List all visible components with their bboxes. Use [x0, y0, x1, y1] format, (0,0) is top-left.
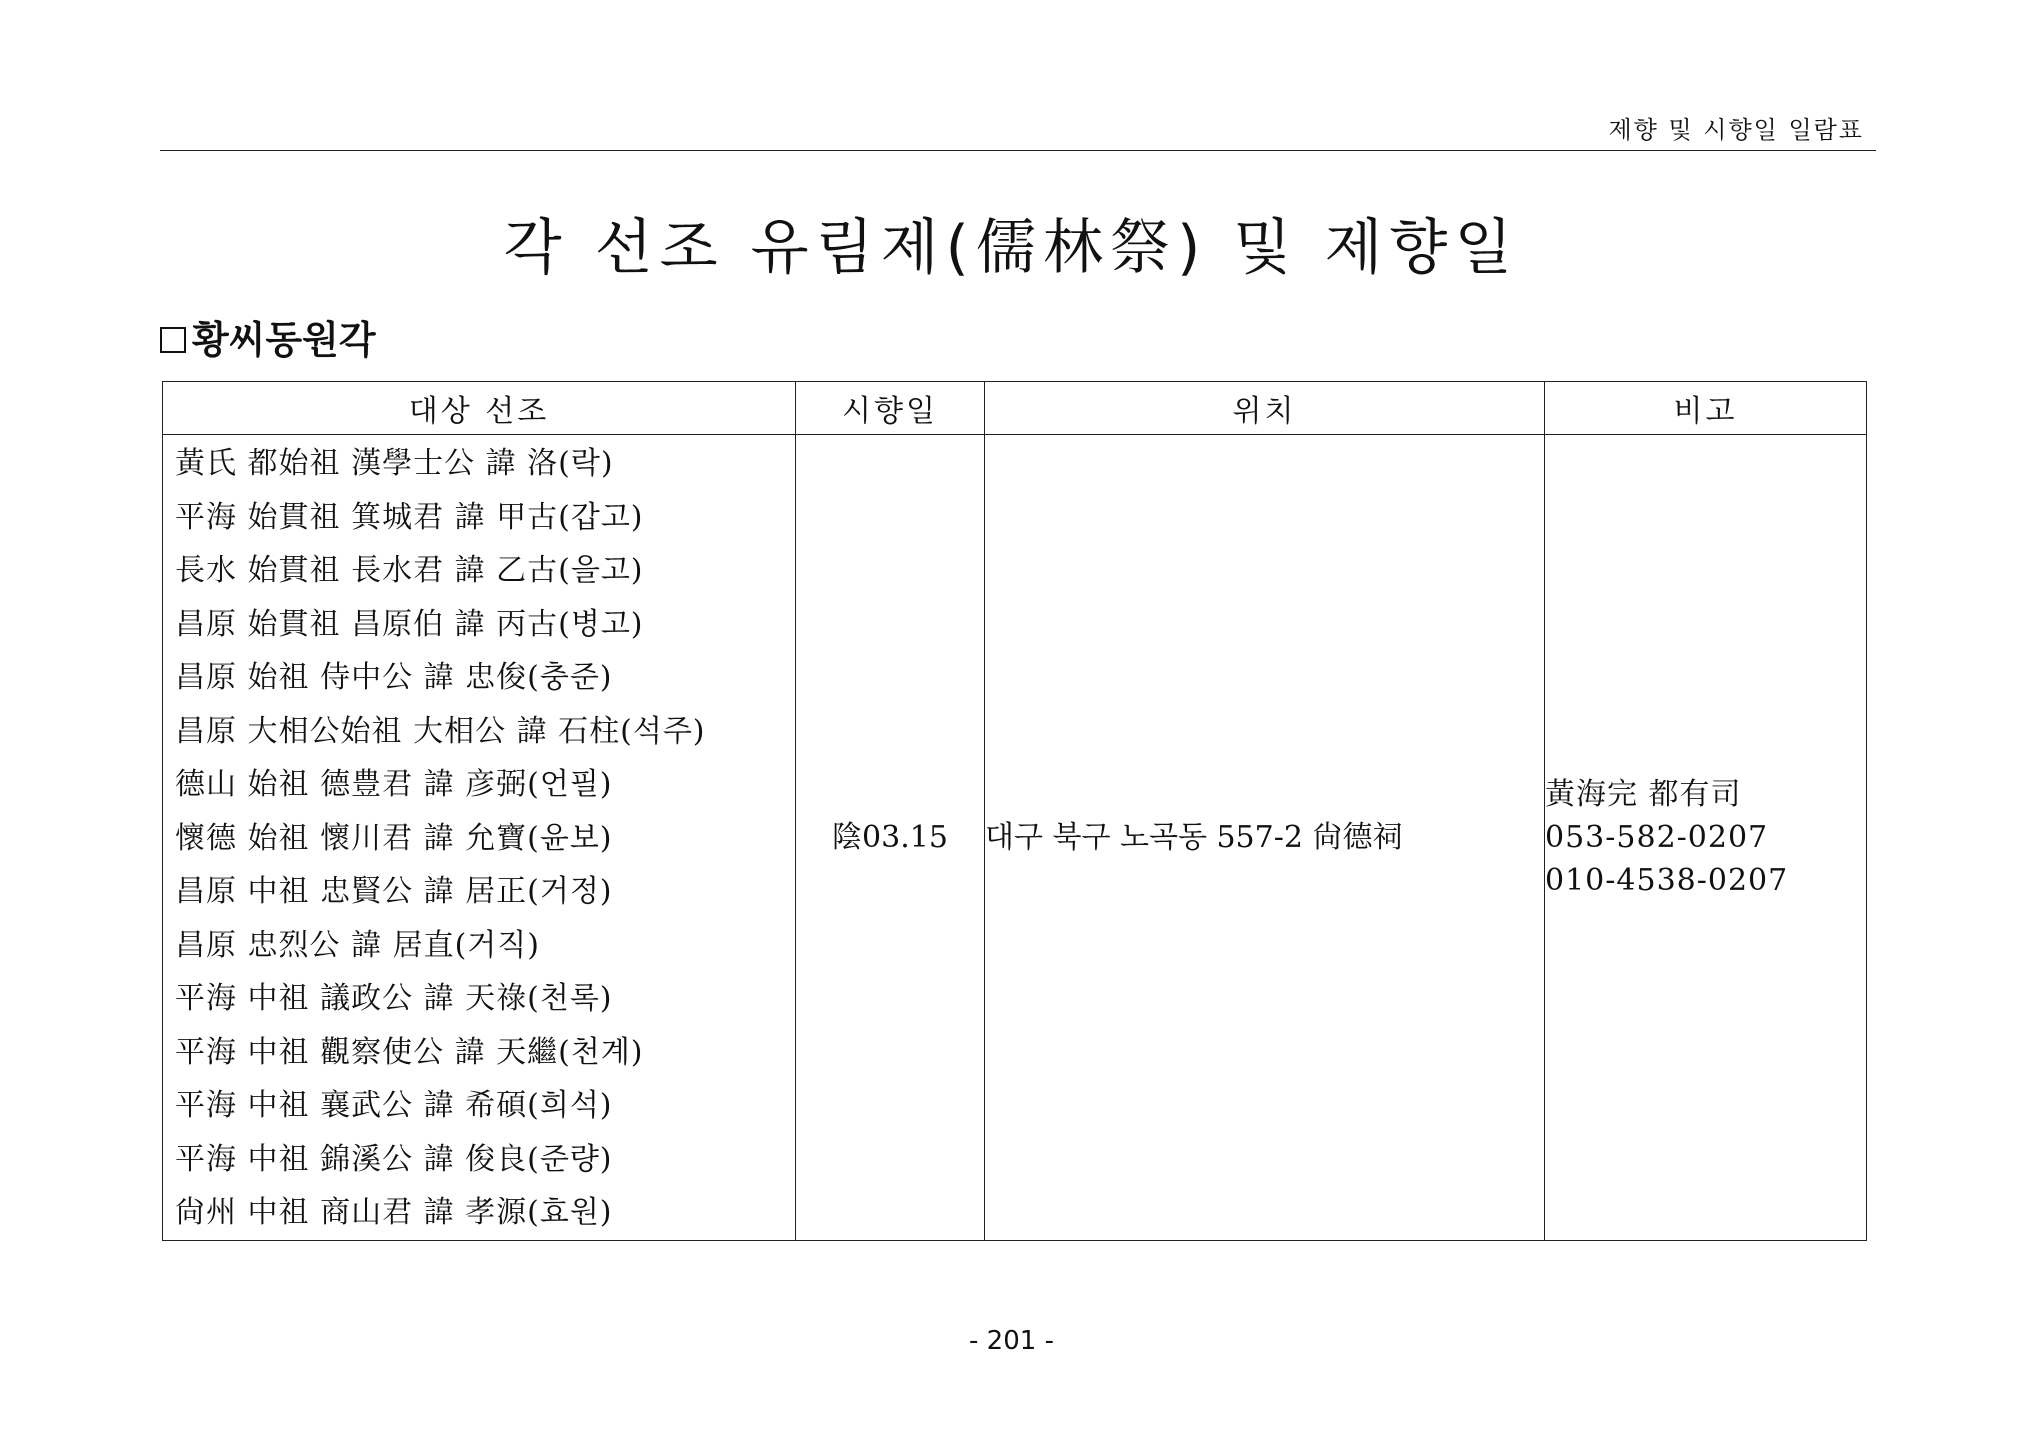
section-heading [160, 314, 376, 366]
memorial-date-cell: 陰03.15 [796, 435, 985, 1241]
ancestor-item: 平海 中祖 襄武公 諱 希碩(희석) [175, 1088, 613, 1123]
page-number: - 201 - [969, 1326, 1054, 1356]
ancestor-item: 長水 始貫祖 長水君 諱 乙古(을고) [175, 553, 644, 588]
ancestor-item: 昌原 始祖 侍中公 諱 忠俊(충준) [175, 660, 613, 695]
running-header [160, 116, 1876, 151]
note-phone-2: 010-4538-0207 [1545, 862, 1789, 898]
ancestor-item: 德山 始祖 德豊君 諱 彦弼(언필) [175, 767, 613, 802]
ancestor-item: 平海 始貫祖 箕城君 諱 甲古(갑고) [175, 499, 644, 535]
ancestor-table [162, 381, 1867, 1241]
ancestor-item: 昌原 忠烈公 諱 居直(거직) [175, 927, 540, 963]
table-header-row [163, 382, 1867, 435]
column-header-date: 시향일 [796, 382, 985, 435]
column-header-note: 비고 [1545, 382, 1867, 435]
ancestor-item: 平海 中祖 議政公 諱 天祿(천록) [175, 981, 613, 1016]
checkbox-square-icon [160, 327, 186, 353]
running-header-title: 제향 및 시향일 일람표 [1608, 116, 1864, 144]
ancestor-item: 平海 中祖 觀察使公 諱 天繼(천계) [175, 1034, 644, 1070]
page-title: 각 선조 유림제(儒林祭) 및 제향일 [503, 213, 1520, 283]
table-row [163, 435, 1867, 1241]
note-cell [1545, 435, 1867, 1241]
ancestor-item: 昌原 大相公始祖 大相公 諱 石柱(석주) [175, 713, 706, 749]
note-phone-1: 053-582-0207 [1545, 819, 1769, 855]
location-cell: 대구 북구 노곡동 557-2 尙德祠 [985, 435, 1545, 1241]
section-heading-label: 황씨동원각 [192, 318, 376, 362]
ancestor-list-cell [163, 435, 796, 1241]
ancestor-item: 懷德 始祖 懷川君 諱 允寶(윤보) [175, 820, 613, 856]
note-contact-name: 黃海完 都有司 [1545, 776, 1742, 812]
ancestor-item: 尙州 中祖 商山君 諱 孝源(효원) [175, 1195, 613, 1230]
column-header-ancestor: 대상 선조 [163, 382, 796, 435]
column-header-location: 위치 [985, 382, 1545, 435]
ancestor-item: 黃氏 都始祖 漢學士公 諱 洛(락) [175, 446, 614, 481]
ancestor-item: 昌原 中祖 忠賢公 諱 居正(거정) [175, 874, 613, 909]
ancestor-item: 平海 中祖 錦溪公 諱 俊良(준량) [175, 1141, 613, 1177]
ancestor-item: 昌原 始貫祖 昌原伯 諱 丙古(병고) [175, 606, 644, 642]
